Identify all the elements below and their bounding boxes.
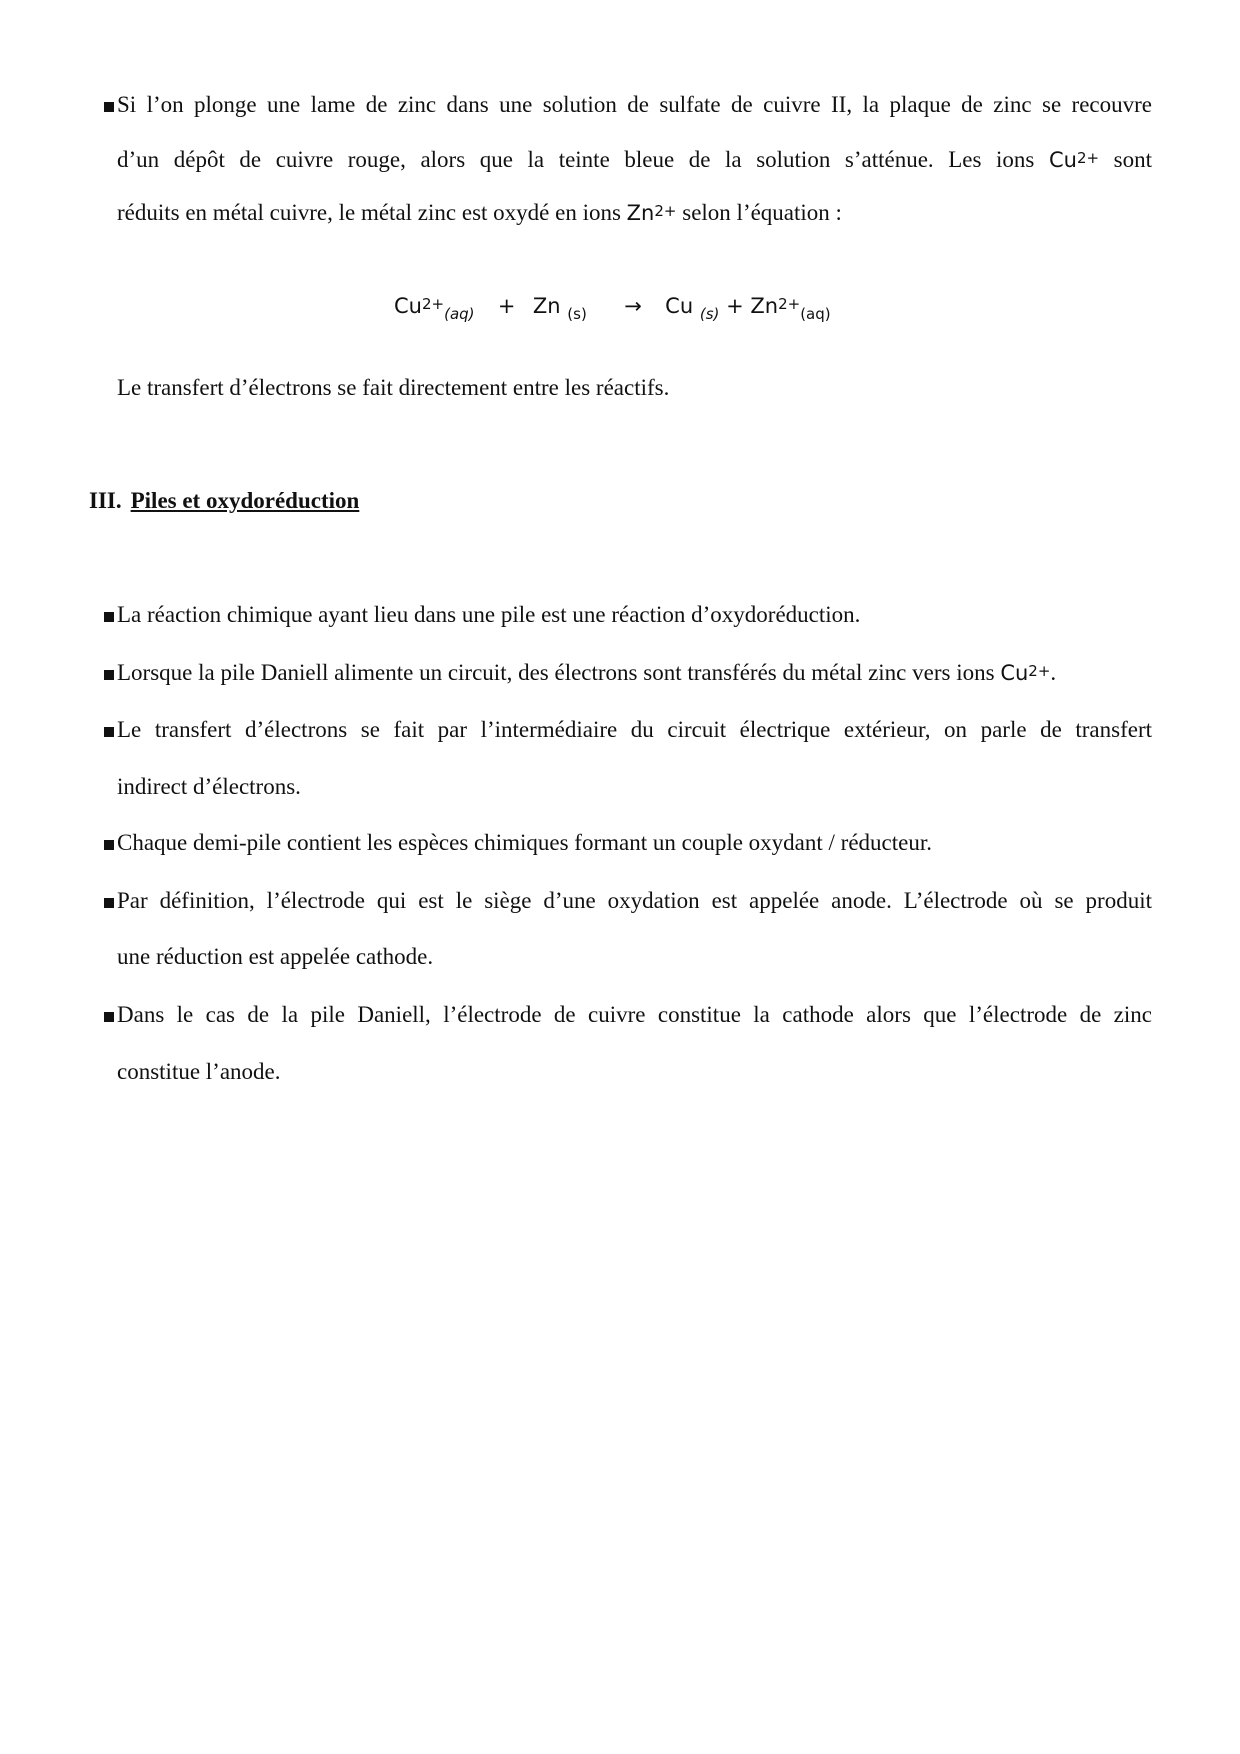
bullet-text: Chaque demi-pile contient les espèces chimiques formant un couple oxydant / réducteur. — [117, 830, 932, 855]
bullet-text: La réaction chimique ayant lieu dans une pile est une réaction d’oxydoréduction. — [117, 602, 861, 627]
ion-symbol: Zn — [626, 201, 655, 225]
chemical-equation — [394, 291, 854, 321]
bullet-marker — [104, 1012, 114, 1022]
ion-formula — [1049, 148, 1099, 172]
bullet-text: Par définition, l’électrode qui est le siège d’une oxydation est appelée anode. L’électrode où se produit — [117, 888, 1152, 913]
bullet-text: Le transfert d’électrons se fait par l’intermédiaire du circuit électrique extérieur, on parle de transfert — [117, 717, 1152, 742]
ion-charge: 2+ — [1028, 662, 1051, 680]
plus-sign: + — [497, 294, 516, 318]
bullet-item — [117, 600, 1152, 630]
state-label: (s) — [699, 305, 720, 323]
product-charge: 2+ — [778, 295, 801, 313]
paragraph-text: d’un dépôt de cuivre rouge, alors que la teinte bleue de la solution s’atténue. Les ions — [117, 147, 1035, 172]
paragraph-line — [117, 145, 1152, 175]
section-title: Piles et oxydoréduction — [130, 488, 360, 513]
bullet-text: . — [1050, 660, 1057, 685]
bullet-item — [117, 715, 1152, 745]
bullet-text: indirect d’électrons. — [117, 774, 301, 799]
state-label: (aq) — [444, 305, 475, 323]
bullet-marker — [104, 612, 114, 622]
paragraph-line — [117, 373, 1152, 403]
ion-symbol: Cu — [1000, 661, 1029, 685]
paragraph-text: sont — [1113, 147, 1152, 172]
reactant-zinc: Zn — [532, 294, 561, 318]
bullet-item — [117, 828, 1152, 858]
section-number: III. — [89, 488, 122, 513]
product-copper: Cu — [665, 294, 694, 318]
bullet-marker — [104, 727, 114, 737]
paragraph-text: Le transfert d’électrons se fait directement entre les réactifs. — [117, 375, 670, 400]
bullet-item — [117, 1000, 1152, 1030]
bullet-item — [117, 658, 1152, 688]
reaction-arrow: → — [624, 294, 642, 318]
ion-charge: 2+ — [1076, 149, 1100, 167]
bullet-text: constitue l’anode. — [117, 1059, 281, 1084]
section-heading — [89, 486, 359, 516]
bullet-item-continuation — [117, 1057, 1152, 1087]
reactant-copper-ion: Cu — [394, 294, 422, 318]
bullet-marker — [104, 102, 114, 112]
state-label: (aq) — [800, 305, 831, 323]
bullet-marker — [104, 840, 114, 850]
bullet-text: Dans le cas de la pile Daniell, l’électrode de cuivre constitue la cathode alors que l’électrode de zinc — [117, 1002, 1152, 1027]
plus-sign: + — [726, 294, 744, 318]
paragraph-text: réduits en métal cuivre, le métal zinc est oxydé en ions — [117, 200, 621, 225]
bullet-item-continuation — [117, 772, 1152, 802]
paragraph-line — [117, 198, 1152, 228]
reactant-charge: 2+ — [421, 295, 445, 313]
paragraph-text: selon l’équation : — [682, 200, 842, 225]
ion-formula — [1000, 661, 1050, 685]
bullet-text: une réduction est appelée cathode. — [117, 944, 434, 969]
product-zinc-ion: Zn — [750, 294, 779, 318]
state-label: (s) — [567, 305, 587, 323]
ion-formula — [627, 201, 677, 225]
paragraph-line — [117, 90, 1152, 120]
bullet-item — [117, 886, 1152, 916]
bullet-item-continuation — [117, 942, 1152, 972]
paragraph-text: Si l’on plonge une lame de zinc dans une solution de sulfate de cuivre II, la plaque de zinc se recouvre — [117, 92, 1152, 117]
bullet-marker — [104, 670, 114, 680]
ion-charge: 2+ — [654, 202, 677, 220]
bullet-text: Lorsque la pile Daniell alimente un circuit, des électrons sont transférés du métal zinc vers ions — [117, 660, 995, 685]
ion-symbol: Cu — [1048, 148, 1077, 172]
bullet-marker — [104, 898, 114, 908]
